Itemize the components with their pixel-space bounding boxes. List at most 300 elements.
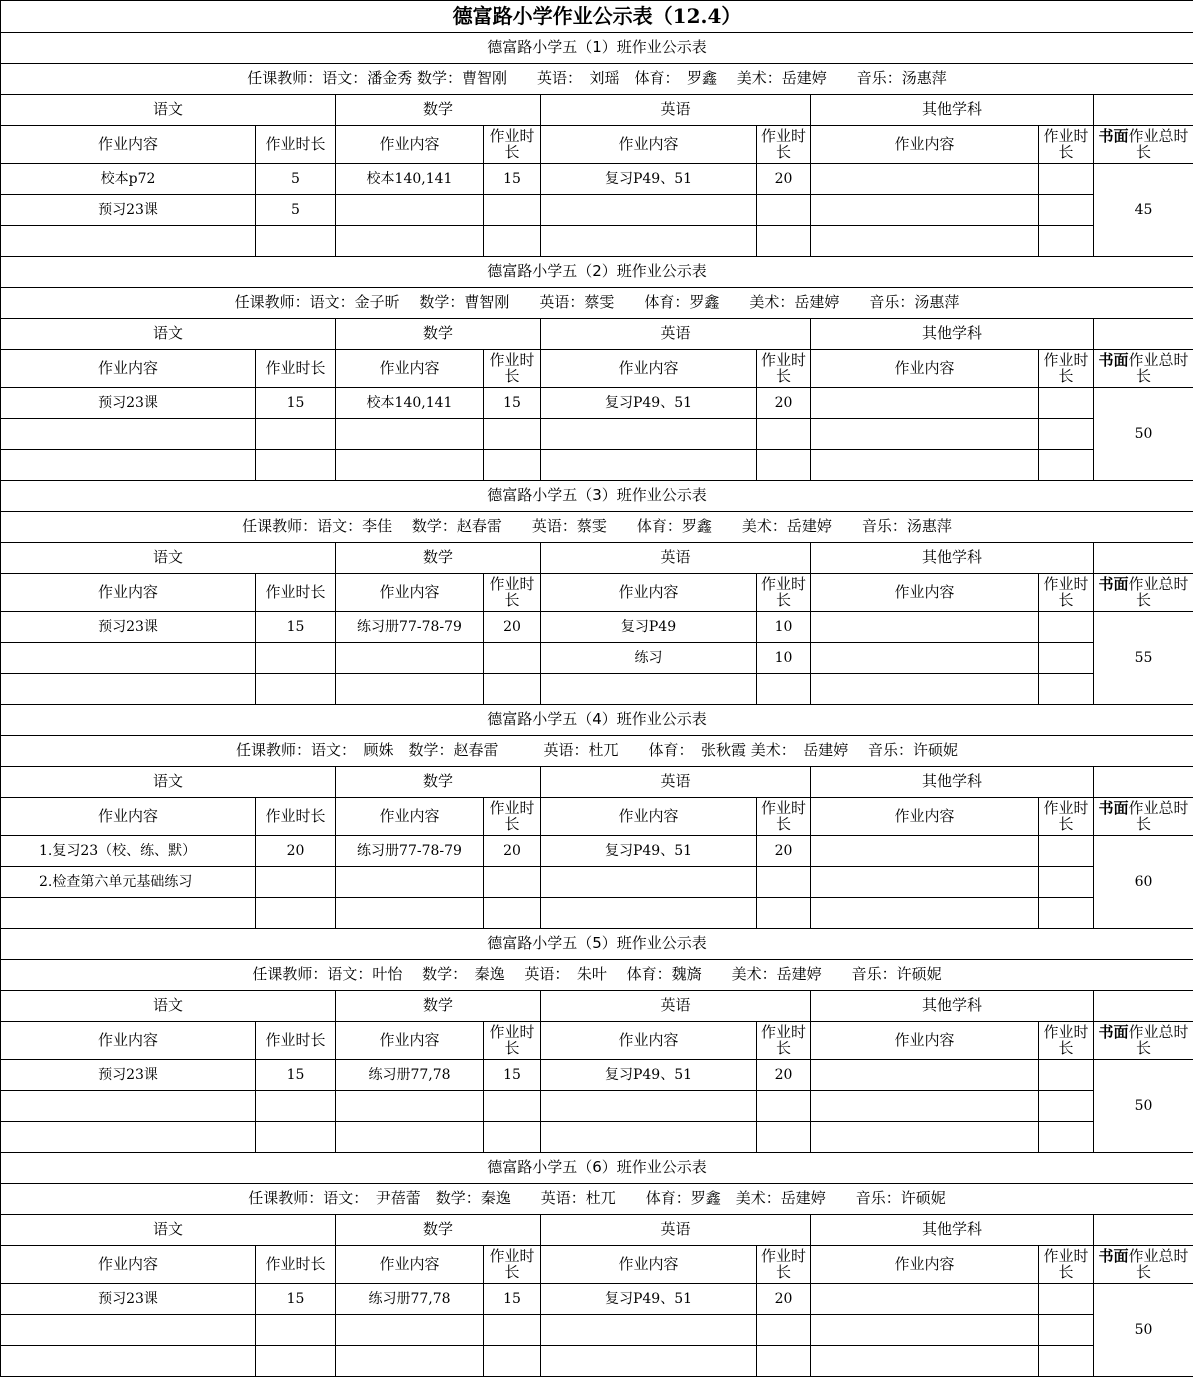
subject-other: 其他学科 (811, 319, 1094, 350)
teachers-row (1, 64, 1193, 95)
table-row (1, 419, 1193, 450)
chinese-content: 预习23课 (1, 1284, 256, 1315)
header-content: 作业内容 (811, 126, 1039, 164)
math-duration: 15 (484, 1060, 541, 1091)
math-duration (484, 643, 541, 674)
table-row (1, 1122, 1193, 1153)
english-duration: 10 (757, 643, 811, 674)
english-duration (757, 1091, 811, 1122)
english-duration: 20 (757, 1060, 811, 1091)
teachers-info: 任课教师：语文： 尹蓓蕾 数学：秦逸 英语：杜兀 体育：罗鑫 美术：岳建婷 音乐：许硕妮 (1, 1184, 1193, 1215)
math-content (336, 1315, 484, 1346)
subject-other: 其他学科 (811, 1215, 1094, 1246)
math-duration: 15 (484, 164, 541, 195)
header-content: 作业内容 (811, 1246, 1039, 1284)
other-duration (1039, 1122, 1094, 1153)
english-content: 练习 (541, 643, 757, 674)
other-content (811, 836, 1039, 867)
english-duration: 10 (757, 612, 811, 643)
header-duration: 作业时长 (1039, 1022, 1094, 1060)
chinese-duration: 5 (256, 164, 336, 195)
subject-math: 数学 (336, 95, 541, 126)
subject-math: 数学 (336, 991, 541, 1022)
header-duration: 作业时长 (1039, 1246, 1094, 1284)
subject-other: 其他学科 (811, 543, 1094, 574)
subject-blank (1094, 1215, 1193, 1246)
english-content (541, 450, 757, 481)
chinese-content (1, 1315, 256, 1346)
english-content: 复习P49、51 (541, 1284, 757, 1315)
header-content: 作业内容 (541, 1022, 757, 1060)
subject-math: 数学 (336, 543, 541, 574)
other-content (811, 1060, 1039, 1091)
column-header-row (1, 1246, 1193, 1284)
header-total-rest: 作业总时长 (1129, 799, 1189, 833)
math-duration: 20 (484, 612, 541, 643)
english-duration (757, 1122, 811, 1153)
other-content (811, 419, 1039, 450)
page-title: 德富路小学作业公示表（12.4） (1, 1, 1193, 33)
column-header-row (1, 350, 1193, 388)
english-content (541, 1346, 757, 1377)
header-content: 作业内容 (541, 350, 757, 388)
math-content: 练习册77-78-79 (336, 612, 484, 643)
subject-row (1, 1215, 1193, 1246)
teachers-row (1, 1184, 1193, 1215)
chinese-content (1, 898, 256, 929)
class-heading-row (1, 33, 1193, 64)
header-total-bold: 书面 (1099, 575, 1129, 593)
table-row (1, 1060, 1193, 1091)
english-content (541, 867, 757, 898)
other-duration (1039, 898, 1094, 929)
header-duration: 作业时长 (484, 350, 541, 388)
other-duration (1039, 1284, 1094, 1315)
other-duration (1039, 1060, 1094, 1091)
chinese-content: 1.复习23（校、练、默） (1, 836, 256, 867)
total-duration: 50 (1094, 388, 1193, 481)
class-heading: 德富路小学五（3）班作业公示表 (1, 481, 1193, 512)
other-duration (1039, 450, 1094, 481)
math-content (336, 1346, 484, 1377)
english-duration (757, 419, 811, 450)
other-content (811, 674, 1039, 705)
header-total-rest: 作业总时长 (1129, 1023, 1189, 1057)
subject-blank (1094, 95, 1193, 126)
chinese-duration: 15 (256, 388, 336, 419)
english-duration: 20 (757, 388, 811, 419)
subject-english: 英语 (541, 95, 811, 126)
math-duration: 15 (484, 1284, 541, 1315)
class-heading-row (1, 705, 1193, 736)
table-row (1, 1346, 1193, 1377)
header-content: 作业内容 (1, 574, 256, 612)
english-duration (757, 1315, 811, 1346)
header-duration: 作业时长 (256, 1022, 336, 1060)
english-content (541, 419, 757, 450)
header-duration: 作业时长 (757, 126, 811, 164)
column-header-row (1, 1022, 1193, 1060)
chinese-duration (256, 1122, 336, 1153)
subject-chinese: 语文 (1, 1215, 336, 1246)
english-duration (757, 226, 811, 257)
header-total-rest: 作业总时长 (1129, 351, 1189, 385)
other-duration (1039, 836, 1094, 867)
math-content (336, 195, 484, 226)
subject-math: 数学 (336, 1215, 541, 1246)
total-duration: 50 (1094, 1060, 1193, 1153)
header-duration: 作业时长 (1039, 574, 1094, 612)
header-content: 作业内容 (541, 574, 757, 612)
other-content (811, 195, 1039, 226)
subject-english: 英语 (541, 1215, 811, 1246)
table-row (1, 195, 1193, 226)
math-duration (484, 674, 541, 705)
other-content (811, 1122, 1039, 1153)
math-content (336, 643, 484, 674)
math-content: 校本140,141 (336, 388, 484, 419)
table-row (1, 1284, 1193, 1315)
math-content (336, 226, 484, 257)
other-duration (1039, 867, 1094, 898)
english-duration (757, 195, 811, 226)
other-duration (1039, 195, 1094, 226)
teachers-info: 任课教师：语文：叶怡 数学： 秦逸 英语： 朱叶 体育：魏旖 美术：岳建婷 音乐：许硕妮 (1, 960, 1193, 991)
other-content (811, 388, 1039, 419)
header-total (1094, 350, 1193, 388)
english-duration (757, 867, 811, 898)
math-content: 练习册77,78 (336, 1060, 484, 1091)
class-heading: 德富路小学五（5）班作业公示表 (1, 929, 1193, 960)
other-duration (1039, 1346, 1094, 1377)
chinese-content (1, 643, 256, 674)
subject-blank (1094, 767, 1193, 798)
other-duration (1039, 419, 1094, 450)
subject-other: 其他学科 (811, 991, 1094, 1022)
chinese-duration: 15 (256, 612, 336, 643)
math-duration (484, 898, 541, 929)
subject-chinese: 语文 (1, 767, 336, 798)
subject-chinese: 语文 (1, 95, 336, 126)
table-row (1, 388, 1193, 419)
english-duration (757, 674, 811, 705)
english-content (541, 226, 757, 257)
chinese-content: 预习23课 (1, 612, 256, 643)
table-row (1, 674, 1193, 705)
class-heading: 德富路小学五（4）班作业公示表 (1, 705, 1193, 736)
other-content (811, 164, 1039, 195)
header-duration: 作业时长 (757, 574, 811, 612)
header-total-bold: 书面 (1099, 127, 1129, 145)
subject-blank (1094, 991, 1193, 1022)
english-duration: 20 (757, 836, 811, 867)
chinese-content (1, 1346, 256, 1377)
chinese-duration (256, 1091, 336, 1122)
math-content: 练习册77,78 (336, 1284, 484, 1315)
header-content: 作业内容 (1, 350, 256, 388)
math-duration (484, 1091, 541, 1122)
header-duration: 作业时长 (256, 126, 336, 164)
subject-other: 其他学科 (811, 767, 1094, 798)
header-duration: 作业时长 (484, 798, 541, 836)
chinese-content (1, 674, 256, 705)
math-content (336, 867, 484, 898)
header-content: 作业内容 (336, 350, 484, 388)
subject-chinese: 语文 (1, 319, 336, 350)
subject-chinese: 语文 (1, 991, 336, 1022)
subject-row (1, 543, 1193, 574)
chinese-duration (256, 450, 336, 481)
header-content: 作业内容 (541, 126, 757, 164)
chinese-content: 2.检查第六单元基础练习 (1, 867, 256, 898)
header-content: 作业内容 (336, 574, 484, 612)
english-duration (757, 1346, 811, 1377)
other-content (811, 1284, 1039, 1315)
other-content (811, 1315, 1039, 1346)
subject-english: 英语 (541, 319, 811, 350)
teachers-row (1, 288, 1193, 319)
math-duration (484, 226, 541, 257)
column-header-row (1, 126, 1193, 164)
other-duration (1039, 164, 1094, 195)
header-content: 作业内容 (541, 1246, 757, 1284)
header-total-rest: 作业总时长 (1129, 127, 1189, 161)
header-duration: 作业时长 (1039, 798, 1094, 836)
header-content: 作业内容 (336, 798, 484, 836)
chinese-duration: 20 (256, 836, 336, 867)
math-duration (484, 1315, 541, 1346)
other-duration (1039, 1315, 1094, 1346)
other-duration (1039, 388, 1094, 419)
chinese-duration: 15 (256, 1060, 336, 1091)
header-total-rest: 作业总时长 (1129, 1247, 1189, 1281)
chinese-duration (256, 643, 336, 674)
other-content (811, 1091, 1039, 1122)
chinese-content (1, 226, 256, 257)
header-duration: 作业时长 (484, 574, 541, 612)
math-content (336, 674, 484, 705)
header-total (1094, 1246, 1193, 1284)
class-heading: 德富路小学五（1）班作业公示表 (1, 33, 1193, 64)
chinese-content: 校本p72 (1, 164, 256, 195)
english-duration: 20 (757, 164, 811, 195)
total-duration: 45 (1094, 164, 1193, 257)
chinese-duration (256, 867, 336, 898)
other-duration (1039, 643, 1094, 674)
chinese-content: 预习23课 (1, 195, 256, 226)
subject-blank (1094, 543, 1193, 574)
table-row (1, 226, 1193, 257)
other-duration (1039, 226, 1094, 257)
subject-blank (1094, 319, 1193, 350)
english-content (541, 1122, 757, 1153)
teachers-row (1, 736, 1193, 767)
table-row (1, 164, 1193, 195)
header-content: 作业内容 (811, 574, 1039, 612)
total-duration: 50 (1094, 1284, 1193, 1377)
math-duration (484, 195, 541, 226)
math-duration: 20 (484, 836, 541, 867)
english-content: 复习P49、51 (541, 164, 757, 195)
math-duration (484, 419, 541, 450)
header-total (1094, 1022, 1193, 1060)
chinese-duration (256, 419, 336, 450)
subject-english: 英语 (541, 543, 811, 574)
header-content: 作业内容 (1, 126, 256, 164)
chinese-duration (256, 226, 336, 257)
math-duration (484, 867, 541, 898)
header-total-bold: 书面 (1099, 351, 1129, 369)
subject-math: 数学 (336, 767, 541, 798)
english-content: 复习P49、51 (541, 388, 757, 419)
chinese-content (1, 450, 256, 481)
table-row (1, 836, 1193, 867)
total-duration: 55 (1094, 612, 1193, 705)
header-duration: 作业时长 (484, 126, 541, 164)
chinese-duration (256, 898, 336, 929)
header-content: 作业内容 (1, 1246, 256, 1284)
class-heading: 德富路小学五（2）班作业公示表 (1, 257, 1193, 288)
teachers-row (1, 512, 1193, 543)
teachers-info: 任课教师：语文：李佳 数学：赵春雷 英语：蔡雯 体育：罗鑫 美术：岳建婷 音乐：汤惠萍 (1, 512, 1193, 543)
header-total-bold: 书面 (1099, 1023, 1129, 1041)
header-content: 作业内容 (336, 1246, 484, 1284)
header-duration: 作业时长 (757, 350, 811, 388)
header-duration: 作业时长 (484, 1246, 541, 1284)
header-content: 作业内容 (541, 798, 757, 836)
english-content (541, 674, 757, 705)
english-content: 复习P49、51 (541, 1060, 757, 1091)
header-content: 作业内容 (811, 350, 1039, 388)
header-total-bold: 书面 (1099, 1247, 1129, 1265)
english-content (541, 1315, 757, 1346)
column-header-row (1, 798, 1193, 836)
chinese-content (1, 419, 256, 450)
header-duration: 作业时长 (757, 1246, 811, 1284)
math-duration (484, 450, 541, 481)
header-total (1094, 126, 1193, 164)
english-duration (757, 898, 811, 929)
class-heading-row (1, 257, 1193, 288)
header-total (1094, 574, 1193, 612)
subject-other: 其他学科 (811, 95, 1094, 126)
other-content (811, 450, 1039, 481)
math-content (336, 1091, 484, 1122)
math-content: 校本140,141 (336, 164, 484, 195)
header-duration: 作业时长 (757, 798, 811, 836)
column-header-row (1, 574, 1193, 612)
header-duration: 作业时长 (256, 574, 336, 612)
header-content: 作业内容 (336, 1022, 484, 1060)
teachers-info: 任课教师：语文：潘金秀 数学：曹智刚 英语： 刘瑶 体育： 罗鑫 美术：岳建婷 音乐：汤惠萍 (1, 64, 1193, 95)
subject-chinese: 语文 (1, 543, 336, 574)
header-content: 作业内容 (1, 1022, 256, 1060)
math-content: 练习册77-78-79 (336, 836, 484, 867)
subject-row (1, 991, 1193, 1022)
header-total (1094, 798, 1193, 836)
header-duration: 作业时长 (256, 798, 336, 836)
subject-english: 英语 (541, 991, 811, 1022)
other-content (811, 612, 1039, 643)
subject-row (1, 319, 1193, 350)
chinese-content: 预习23课 (1, 1060, 256, 1091)
other-content (811, 226, 1039, 257)
chinese-duration (256, 1346, 336, 1377)
math-duration (484, 1346, 541, 1377)
chinese-duration: 5 (256, 195, 336, 226)
header-content: 作业内容 (336, 126, 484, 164)
table-row (1, 867, 1193, 898)
table-row (1, 450, 1193, 481)
english-duration: 20 (757, 1284, 811, 1315)
teachers-row (1, 960, 1193, 991)
chinese-duration (256, 1315, 336, 1346)
math-content (336, 1122, 484, 1153)
other-duration (1039, 612, 1094, 643)
header-duration: 作业时长 (1039, 126, 1094, 164)
chinese-content: 预习23课 (1, 388, 256, 419)
class-heading-row (1, 1153, 1193, 1184)
english-duration (757, 450, 811, 481)
class-heading-row (1, 481, 1193, 512)
class-heading: 德富路小学五（6）班作业公示表 (1, 1153, 1193, 1184)
other-content (811, 643, 1039, 674)
header-content: 作业内容 (811, 1022, 1039, 1060)
other-content (811, 898, 1039, 929)
header-duration: 作业时长 (484, 1022, 541, 1060)
header-total-rest: 作业总时长 (1129, 575, 1189, 609)
total-duration: 60 (1094, 836, 1193, 929)
subject-english: 英语 (541, 767, 811, 798)
math-content (336, 898, 484, 929)
table-row (1, 643, 1193, 674)
subject-row (1, 767, 1193, 798)
table-row (1, 612, 1193, 643)
subject-row (1, 95, 1193, 126)
table-row (1, 1091, 1193, 1122)
header-duration: 作业时长 (256, 350, 336, 388)
teachers-info: 任课教师：语文：金子昕 数学：曹智刚 英语：蔡雯 体育：罗鑫 美术：岳建婷 音乐：汤惠萍 (1, 288, 1193, 319)
english-content: 复习P49、51 (541, 836, 757, 867)
subject-math: 数学 (336, 319, 541, 350)
english-content (541, 1091, 757, 1122)
header-content: 作业内容 (1, 798, 256, 836)
english-content: 复习P49 (541, 612, 757, 643)
math-duration (484, 1122, 541, 1153)
chinese-content (1, 1122, 256, 1153)
other-content (811, 1346, 1039, 1377)
teachers-info: 任课教师：语文： 顾姝 数学：赵春雷 英语：杜兀 体育： 张秋霞 美术： 岳建婷 音乐：许硕妮 (1, 736, 1193, 767)
chinese-duration (256, 674, 336, 705)
class-heading-row (1, 929, 1193, 960)
table-row (1, 898, 1193, 929)
math-content (336, 450, 484, 481)
english-content (541, 898, 757, 929)
header-content: 作业内容 (811, 798, 1039, 836)
chinese-duration: 15 (256, 1284, 336, 1315)
table-row (1, 1315, 1193, 1346)
header-duration: 作业时长 (256, 1246, 336, 1284)
chinese-content (1, 1091, 256, 1122)
english-content (541, 195, 757, 226)
header-duration: 作业时长 (1039, 350, 1094, 388)
header-total-bold: 书面 (1099, 799, 1129, 817)
other-duration (1039, 674, 1094, 705)
other-duration (1039, 1091, 1094, 1122)
other-content (811, 867, 1039, 898)
math-duration: 15 (484, 388, 541, 419)
header-duration: 作业时长 (757, 1022, 811, 1060)
